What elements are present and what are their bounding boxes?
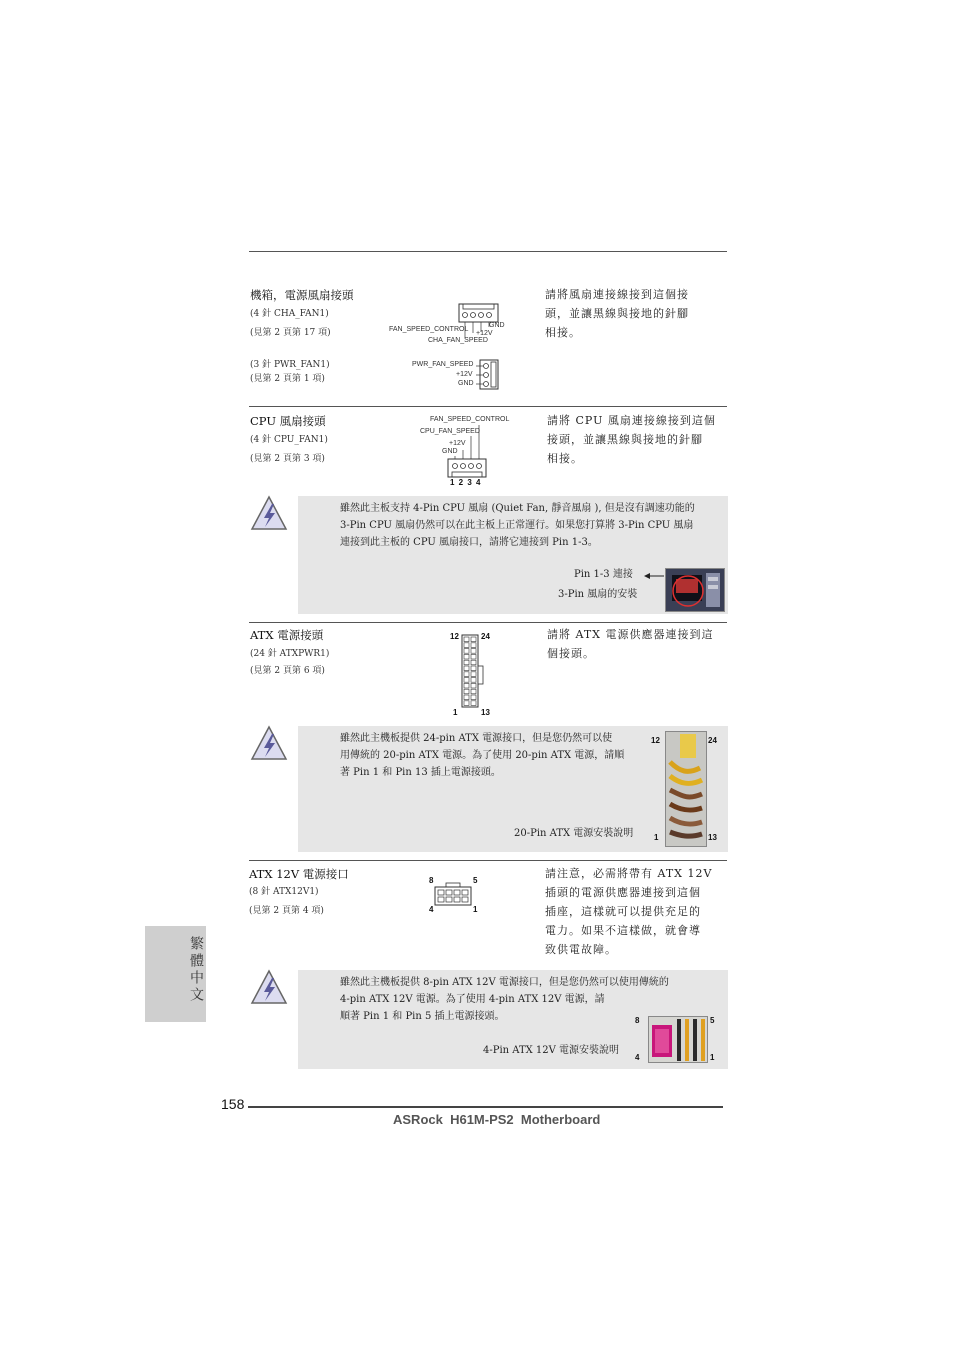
cpu-fan-speed-control-label: FAN_SPEED_CONTROL [430,416,510,423]
atx-pin-cell [464,701,469,706]
atx12v-description: 請注意，必需將帶有 ATX 12V 插頭的電源供應器連接到這個 插座，這樣就可以提供充足的 電力。如果不這樣做，就會導 致供電故障。 [545,867,713,956]
atx12v-photo-pin-4: 4 [635,1053,640,1062]
cpu-fan-caption-3pin: 3-Pin 風扇的安裝 [558,589,638,600]
atx-photo-pin-13: 13 [708,833,717,842]
atx-pin-13: 13 [481,708,490,717]
section-rule-atx12v [249,860,727,861]
atx12v-title: ATX 12V 電源接口 [249,867,349,881]
cpu-fan-line1: (4 針 CPU_FAN1) [250,435,328,445]
language-tab-label: 繁體中文 [188,936,204,1004]
atx-power-caption: 20-Pin ATX 電源安裝說明 [514,828,634,839]
atx-pin-12: 12 [450,632,459,641]
cpu-pin-numbers: 1 2 3 4 [450,478,482,487]
atx-pin-cell [471,701,476,706]
atx-power-line1: (24 針 ATXPWR1) [250,649,330,659]
cha-12v-label: +12V [476,330,493,337]
pwr-fan-line4: (見第 2 頁第 1 項) [250,374,325,384]
language-tab [145,926,206,1022]
atx-pin-cell [464,672,469,677]
atx-pin-cell [471,678,476,683]
cpu-gnd-label: GND [442,448,458,455]
atx-photo-pin-24: 24 [708,736,717,745]
footer-product: ASRock H61M-PS2 Motherboard [393,1112,601,1127]
cpu-12v-label: +12V [449,440,466,447]
cha-gnd-label: GND [489,322,505,329]
top-rule [249,251,727,252]
atx-pin-cell [471,654,476,659]
atx12v-pin-8: 8 [429,876,434,885]
atx-power-note-text: 雖然此主機板提供 24-pin ATX 電源接口，但是您仍然可以使 用傳統的 20-pin ATX 電源。為了使用 20-pin ATX 電源，請順 著 Pin 1 和 Pin 13 插上電源接頭。 [340,733,625,778]
atx12v-photo-pin-1: 1 [710,1053,715,1062]
atx12v-pin-1: 1 [473,905,478,914]
atx-24pin-connector [461,634,485,708]
pwr-12v-label: +12V [456,371,473,378]
chassis-fan-description: 請將風扇連接線接到這個接 頭，並讓黑線與接地的針腳 相接。 [545,288,689,339]
warning-icon [249,724,289,764]
cpu-fan-title: CPU 風扇接頭 [250,414,326,428]
chassis-fan-line2: (見第 2 頁第 17 項) [250,328,331,338]
pwr-fan-line3: (3 針 PWR_FAN1) [250,360,330,370]
atx12v-caption: 4-Pin ATX 12V 電源安裝說明 [483,1045,620,1056]
atx-pin-cell [471,672,476,677]
atx-pin-cell [471,666,476,671]
cha-fan-speed-control-label: FAN_SPEED_CONTROL [389,326,469,333]
atx-pin-24: 24 [481,632,490,641]
chassis-fan-line1: (4 針 CHA_FAN1) [250,309,329,319]
atx-pin-cell [464,637,469,642]
atx-pin-cell [464,643,469,648]
atx12v-pin-4: 4 [429,905,434,914]
atx-photo-pin-12: 12 [651,736,660,745]
atx12v-note-text: 雖然此主機板提供 8-pin ATX 12V 電源接口，但是您仍然可以使用傳統的 4-pin ATX 12V 電源。為了使用 4-pin ATX 12V 電源，請 順著 Pin 1 和 Pin 5 插上電源接頭。 [340,977,669,1022]
cpu-fan-photo [665,568,725,612]
atx-pin-cell [471,660,476,665]
cpu-fan-line2: (見第 2 頁第 3 項) [250,454,325,464]
cpu-fan-speed-label: CPU_FAN_SPEED [420,428,480,435]
atx-pin-cell [464,660,469,665]
atx12v-photo [648,1016,708,1063]
chassis-fan-title: 機箱，電源風扇接頭 [250,288,354,302]
atx-photo-pin-1: 1 [654,833,659,842]
atx-pin-cell [464,678,469,683]
atx12v-photo-pin-5: 5 [710,1016,715,1025]
pwr-gnd-label: GND [458,380,474,387]
atx-pin-1: 1 [453,708,458,717]
atx-power-line2: (見第 2 頁第 6 項) [250,666,325,676]
atx-pin-cell [464,695,469,700]
atx-pin-cell [471,637,476,642]
page-number: 158 [221,1096,245,1112]
pwr-fan-diagram [476,358,502,391]
pwr-fan-speed-label: PWR_FAN_SPEED [412,361,474,368]
cha-fan-speed-label: CHA_FAN_SPEED [428,337,488,344]
cpu-fan-description: 請將 CPU 風扇連接線接到這個 接頭，並讓黑線與接地的針腳 相接。 [547,414,716,465]
warning-icon [249,494,289,534]
atx-pin-cell [464,683,469,688]
arrow-left-icon [644,571,664,581]
atx-pin-cell [471,695,476,700]
cpu-fan-caption-pin13: Pin 1-3 連接 [574,569,633,580]
atx-pin-cell [464,654,469,659]
section-rule-atx [249,622,727,623]
atx12v-line2: (見第 2 頁第 4 項) [249,906,324,916]
atx12v-pin-5: 5 [473,876,478,885]
atx-power-description: 請將 ATX 電源供應器連接到這 個接頭。 [547,628,714,660]
atx12v-photo-pin-8: 8 [635,1016,640,1025]
warning-icon [249,968,289,1008]
atx-power-photo [665,731,707,847]
atx-pin-cell [471,649,476,654]
cpu-fan-note-text: 雖然此主板支持 4-Pin CPU 風扇 (Quiet Fan, 靜音風扇 ), 但是沒有調速功能的 3-Pin CPU 風扇仍然可以在此主板上正常運行。如果您打算將 3-Pin CPU 風扇 連接到此主板的 CPU 風扇接口，請將它連接到 Pin 1-3。 [340,503,695,548]
footer-rule [248,1106,723,1108]
atx-pin-cell [471,689,476,694]
atx-pin-cell [464,649,469,654]
atx-pin-cell [471,683,476,688]
atx-pin-cell [464,666,469,671]
section-rule-cpu [249,406,727,407]
atx-pin-cell [471,643,476,648]
atx-pin-cell [464,689,469,694]
atx-power-title: ATX 電源接頭 [250,628,324,642]
atx12v-8pin-connector [434,882,472,906]
atx12v-line1: (8 針 ATX12V1) [249,887,319,897]
